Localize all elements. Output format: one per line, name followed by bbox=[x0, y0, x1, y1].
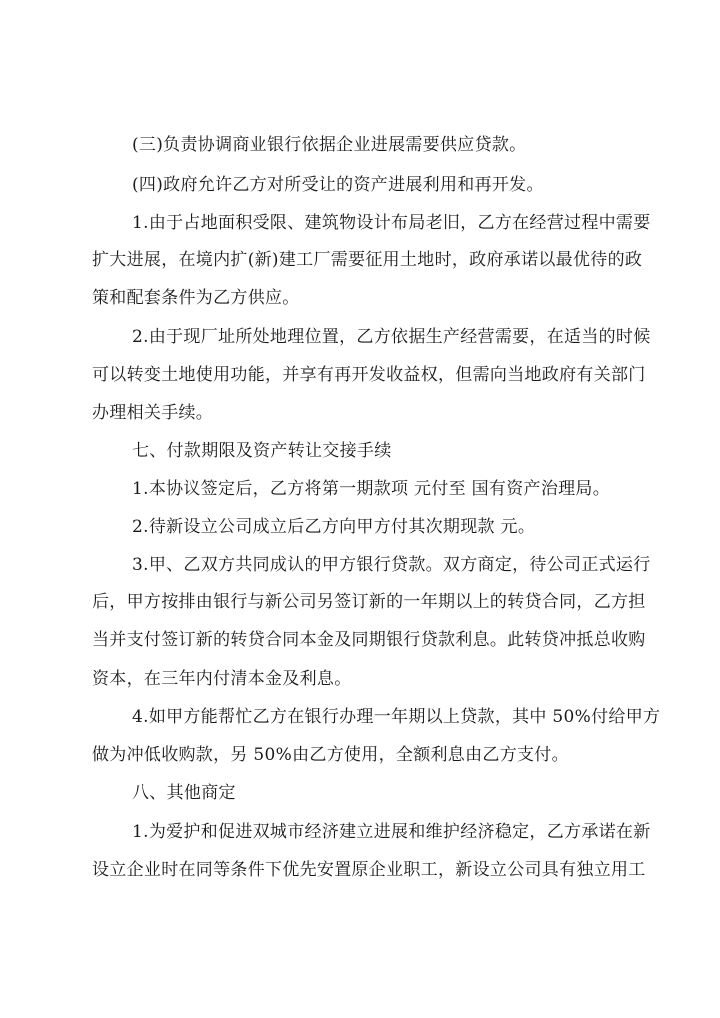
text-line: 1.为爱护和促进双城市经济建立进展和维护经济稳定，乙方承诺在新 bbox=[132, 822, 651, 842]
text-line: 资本，在三年内付清本金及利息。 bbox=[92, 669, 352, 689]
text-line: 2.待新设立公司成立后乙方向甲方付其次期现款 元。 bbox=[132, 517, 536, 537]
text-line: 2.由于现厂址所处地理位置，乙方依据生产经营需要，在适当的时候 bbox=[132, 327, 651, 347]
text-line: 策和配套条件为乙方供应。 bbox=[92, 288, 300, 308]
text-line: 后，甲方按排由银行与新公司另签订新的一年期以上的转贷合同，乙方担 bbox=[92, 592, 646, 612]
section-heading: 八、其他商定 bbox=[132, 783, 236, 803]
text-line: 3.甲、乙双方共同成认的甲方银行贷款。双方商定，待公司正式运行 bbox=[132, 555, 651, 575]
text-line: 当并支付签订新的转贷合同本金及同期银行贷款利息。此转贷冲抵总收购 bbox=[92, 630, 646, 650]
text-line: 4.如甲方能帮忙乙方在银行办理一年期以上贷款，其中 50%付给甲方 bbox=[132, 707, 661, 727]
section-heading: 七、付款期限及资产转让交接手续 bbox=[132, 441, 392, 461]
text-line: (三)负责协调商业银行依据企业进展需要供应贷款。 bbox=[132, 135, 527, 155]
text-line: 做为冲低收购款，另 50%由乙方使用，全额利息由乙方支付。 bbox=[92, 745, 569, 765]
text-line: (四)政府允许乙方对所受让的资产进展利用和再开发。 bbox=[132, 175, 544, 195]
text-line: 设立企业时在同等条件下优先安置原企业职工，新设立公司具有独立用工 bbox=[92, 860, 646, 880]
text-line: 1.本协议签定后，乙方将第一期款项 元付至 国有资产治理局。 bbox=[132, 479, 611, 499]
text-line: 可以转变土地使用功能，并享有再开发收益权，但需向当地政府有关部门 bbox=[92, 365, 646, 385]
text-line: 1.由于占地面积受限、建筑物设计布局老旧，乙方在经营过程中需要 bbox=[132, 213, 651, 233]
text-line: 扩大进展，在境内扩(新)建工厂需要征用土地时，政府承诺以最优待的政 bbox=[92, 250, 643, 270]
text-line: 办理相关手续。 bbox=[92, 403, 214, 423]
